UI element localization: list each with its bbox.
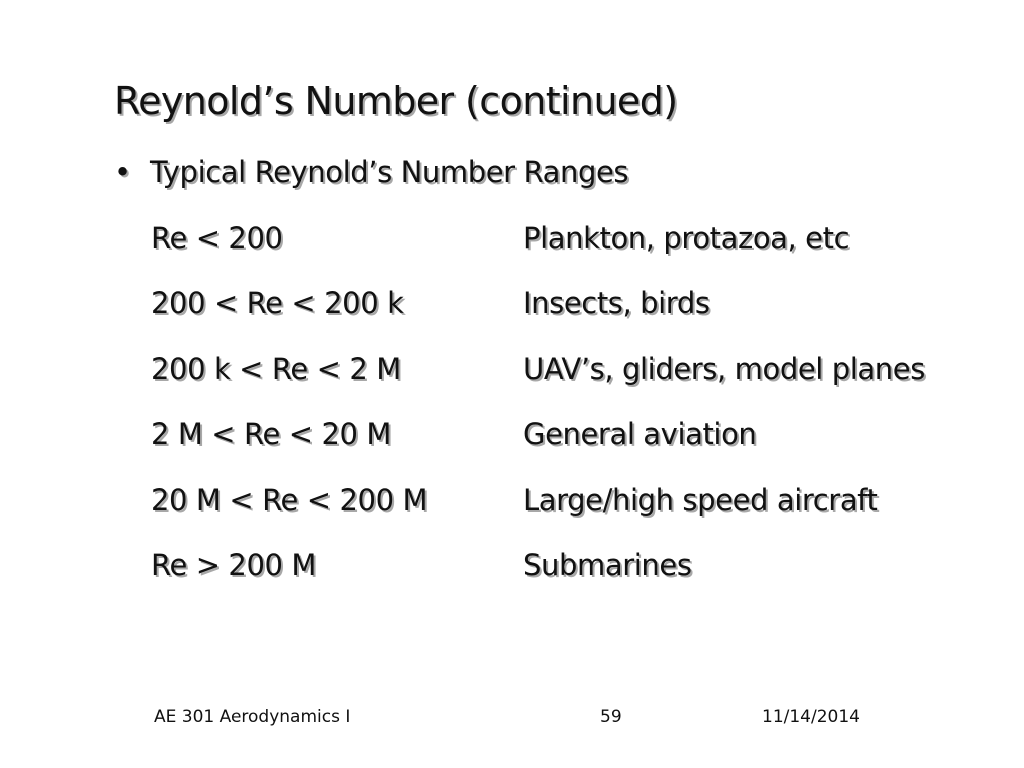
range-description: Plankton, protazoa, etc (523, 221, 850, 255)
range-value: 200 k < Re < 2 M (151, 351, 401, 386)
range-description: Large/high speed aircraft (523, 482, 878, 517)
bullet-text: Typical Reynold’s Number Ranges (150, 155, 629, 189)
slide-title: Reynold’s Number (continued) (114, 79, 678, 123)
footer-course: AE 301 Aerodynamics I (154, 707, 351, 727)
footer-date: 11/14/2014 (762, 707, 860, 727)
range-description: UAV’s, gliders, model planes (523, 351, 925, 386)
range-description: General aviation (523, 417, 757, 452)
range-value: Re > 200 M (151, 547, 317, 582)
range-description: Submarines (523, 547, 692, 582)
range-value: 2 M < Re < 20 M (151, 417, 391, 452)
bullet-marker: • (114, 155, 131, 189)
footer-page-number: 59 (600, 707, 622, 727)
bullet-item (114, 152, 628, 192)
range-description: Insects, birds (523, 286, 710, 321)
range-value: Re < 200 (151, 221, 283, 255)
range-value: 200 < Re < 200 k (151, 286, 404, 321)
range-value: 20 M < Re < 200 M (151, 482, 428, 517)
